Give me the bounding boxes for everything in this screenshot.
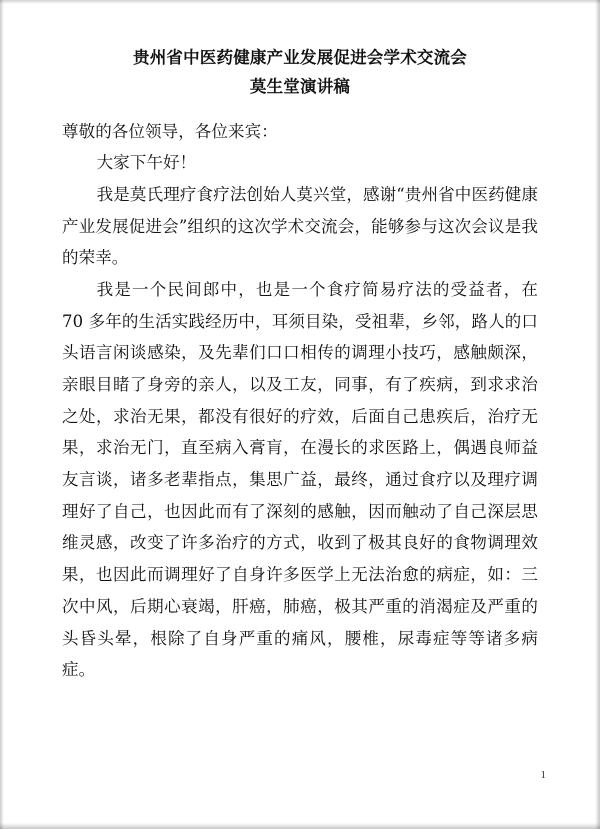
paragraph-salutation: 尊敬的各位领导，各位来宾： (62, 121, 278, 141)
paragraph-greeting: 大家下午好！ (96, 153, 197, 173)
paragraph-introduction: 我是莫氏理疗食疗法创始人莫兴堂，感谢“贵州省中医药健康产业发展促进会”组织的这次学术交流会，能够参与这次会议是我的荣幸。 (62, 185, 538, 268)
title-line-2: 莫生堂演讲稿 (249, 76, 351, 96)
page-number: 1 (540, 769, 546, 781)
document-title (62, 44, 538, 102)
paragraph-experience: 我是一个民间郎中，也是一个食疗简易疗法的受益者，在 70 多年的生活实践经历中，耳须目染，受祖辈，乡邻，路人的口头语言闲谈感染，及先辈们口口相传的调理小技巧，感触颇深，亲眼目睹了身旁的亲人，以及工友，同事，有了疾病，到求求治之处，求治无果，都没有很好的疗效，后面自己患疾后，治疗无果，求治无门，直至病入膏肓，在漫长的求医路上，偶遇良师益友言谈，诸多老辈指点，集思广益，最终，通过食疗以及理疗调理好了自己，也因此而有了深刻的感触，因而触动了自己深层思维灵感，改变了许多治疗的方式，收到了极其良好的食物调理效果，也因此而调理好了自身许多医学上无法治愈的病症，如：三次中风，后期心衰竭，肝癌，肺癌，极其严重的消渴症及严重的头昏头晕，根除了自身严重的痛风，腰椎，尿毒症等等诸多病症。 (62, 280, 538, 680)
document-body (62, 116, 538, 686)
title-line-1: 贵州省中医药健康产业发展促进会学术交流会 (133, 48, 467, 67)
